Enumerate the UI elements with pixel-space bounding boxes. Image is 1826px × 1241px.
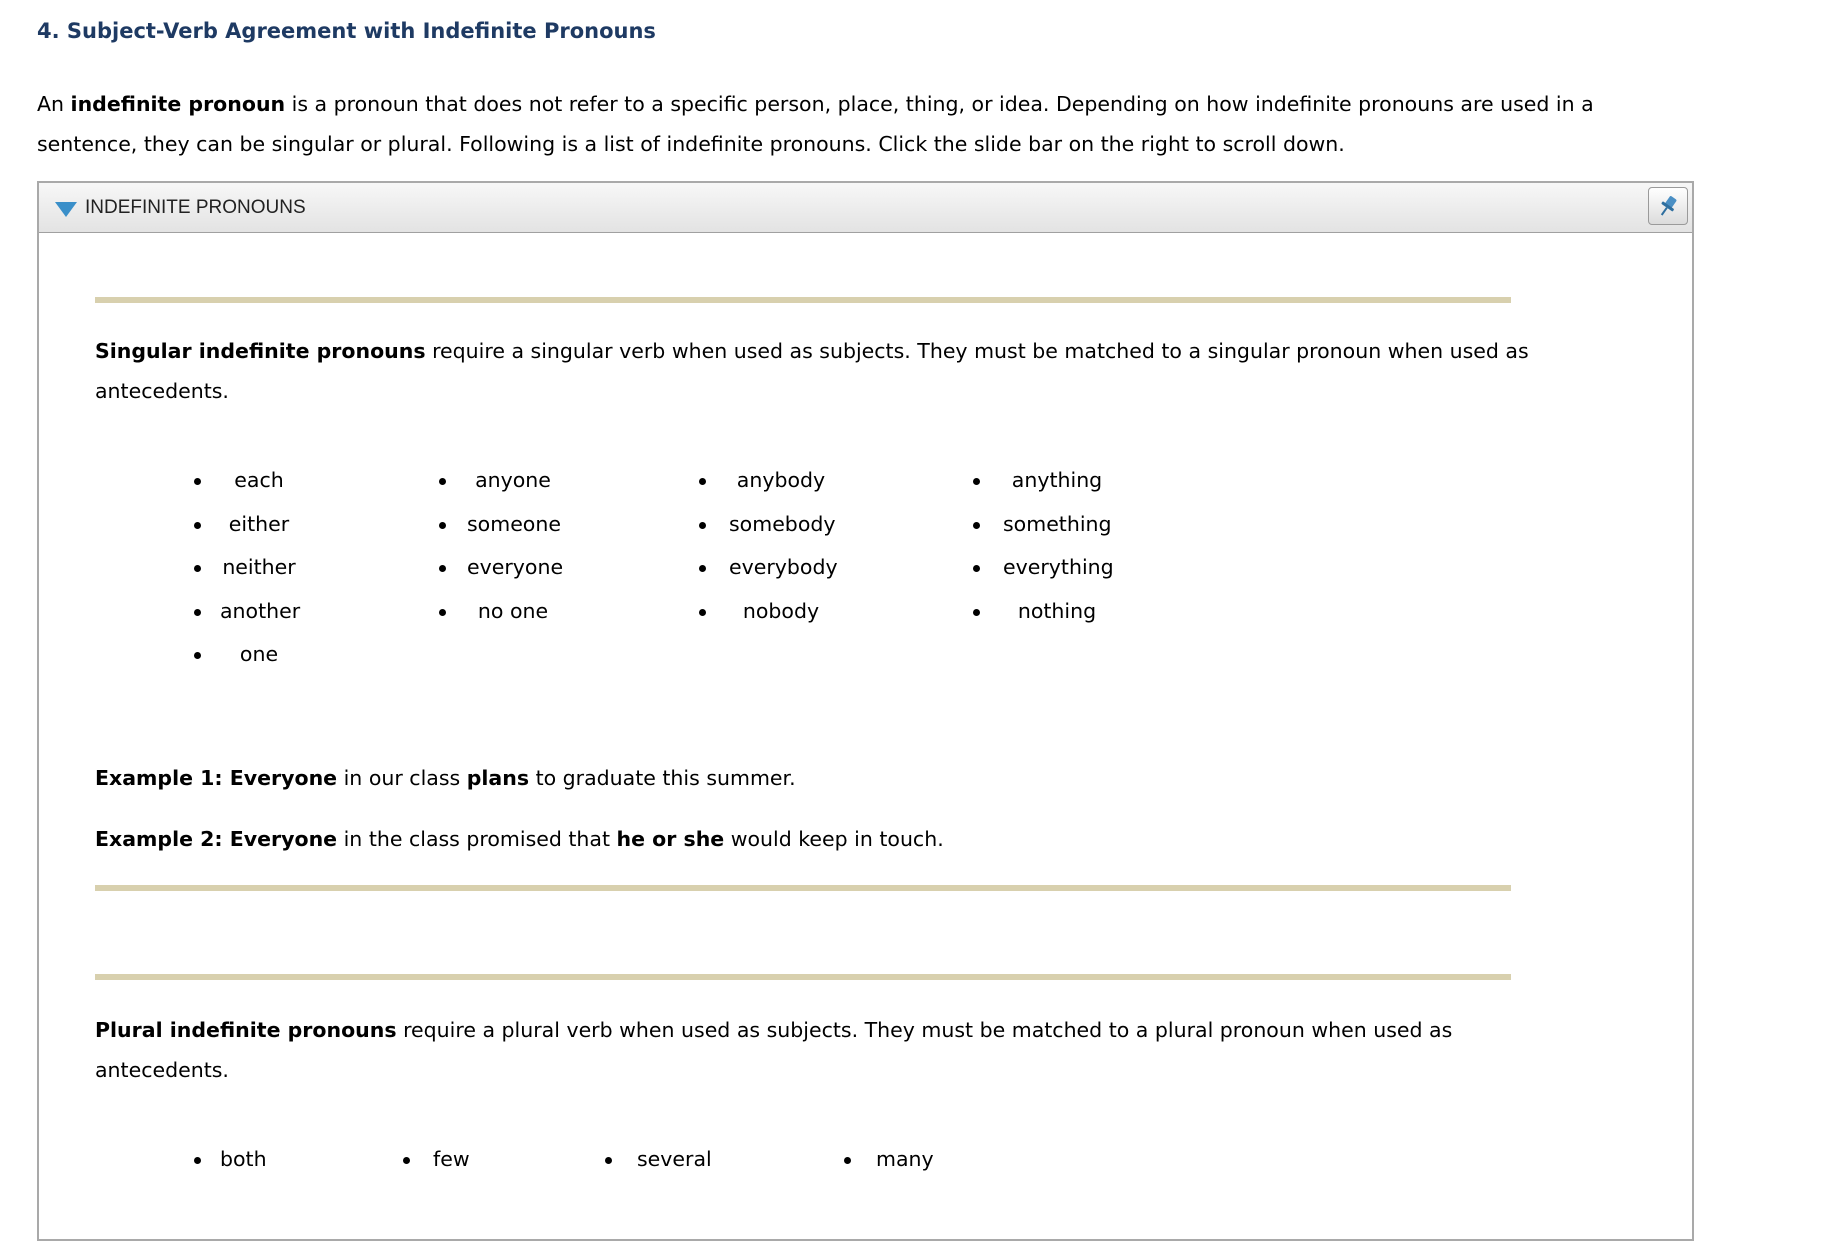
list-item: nobody [699, 590, 833, 634]
list-item: many [844, 1138, 946, 1182]
example-2-text-1: in the class promised that [337, 827, 617, 851]
singular-column-3 [699, 459, 838, 633]
list-item: both [194, 1138, 280, 1182]
list-item: anything [973, 459, 1111, 503]
plural-bold-term: Plural indefinite pronouns [95, 1018, 397, 1042]
list-item: one [194, 633, 298, 677]
list-item: somebody [699, 503, 833, 547]
example-1-text-2: to graduate this summer. [529, 766, 796, 790]
list-item: everybody [699, 546, 833, 590]
example-2 [95, 827, 944, 851]
list-item: another [194, 590, 298, 634]
divider-rule [95, 885, 1511, 891]
list-item: someone [439, 503, 559, 547]
list-item: everything [973, 546, 1111, 590]
list-item: few [403, 1138, 483, 1182]
list-item: either [194, 503, 298, 547]
example-1-label: Example 1: [95, 766, 230, 790]
intro-paragraph [37, 84, 1697, 164]
list-item: no one [439, 590, 559, 634]
plural-paragraph [95, 1010, 1545, 1090]
list-item: each [194, 459, 298, 503]
intro-text-pre: An [37, 92, 71, 116]
example-2-subject: Everyone [229, 827, 338, 851]
list-item: something [973, 503, 1111, 547]
example-1-verb: plans [466, 766, 530, 790]
page-title: 4. Subject-Verb Agreement with Indefinite Pronouns [37, 19, 656, 43]
plural-column-4 [844, 1138, 946, 1182]
singular-text: require a singular verb when used as subjects. They must be matched to a singular pronoun when used as antecedents. [95, 339, 1529, 403]
example-1-text-1: in our class [337, 766, 467, 790]
example-2-pronoun: he or she [616, 827, 725, 851]
intro-text-post: is a pronoun that does not refer to a specific person, place, thing, or idea. Depending on how indefinite pronouns are used in a sentence, they can be singular or plural. Following is a list of indefinite pronouns. Click the slide bar on the right to scroll down. [37, 92, 1594, 156]
singular-bold-term: Singular indefinite pronouns [95, 339, 426, 363]
example-2-text-2: would keep in touch. [724, 827, 944, 851]
triangle-down-icon[interactable] [55, 202, 77, 217]
plural-column-3 [605, 1138, 727, 1182]
list-item: everyone [439, 546, 559, 590]
list-item: anyone [439, 459, 559, 503]
singular-column-1 [194, 459, 301, 677]
divider-rule [95, 974, 1511, 980]
list-item: anybody [699, 459, 833, 503]
plural-column-1 [194, 1138, 280, 1182]
list-item: several [605, 1138, 727, 1182]
panel-header[interactable] [39, 183, 1692, 233]
singular-column-2 [439, 459, 564, 633]
example-2-label: Example 2: [95, 827, 230, 851]
example-1 [95, 766, 796, 790]
divider-rule [95, 297, 1511, 303]
singular-column-4 [973, 459, 1114, 633]
intro-bold-term: indefinite pronoun [70, 92, 286, 116]
indefinite-pronouns-panel [37, 181, 1694, 1241]
plural-column-2 [403, 1138, 483, 1182]
pushpin-icon[interactable] [1648, 187, 1688, 225]
plural-text: require a plural verb when used as subjects. They must be matched to a plural pronoun when used as antecedents. [95, 1018, 1453, 1082]
list-item: neither [194, 546, 298, 590]
list-item: nothing [973, 590, 1111, 634]
panel-title: INDEFINITE PRONOUNS [85, 197, 306, 218]
example-1-subject: Everyone [229, 766, 338, 790]
singular-paragraph [95, 331, 1545, 411]
